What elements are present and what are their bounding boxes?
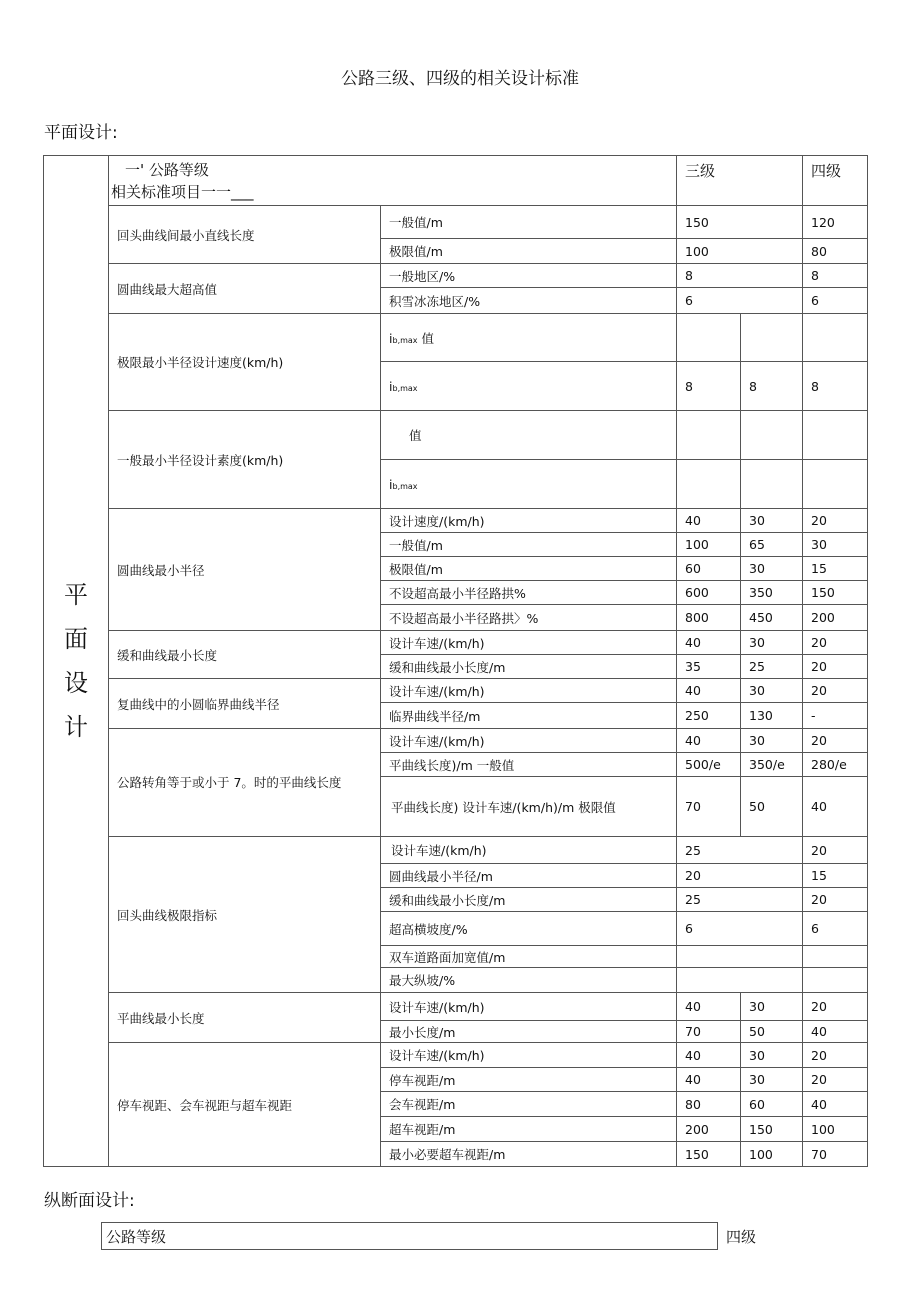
table-row xyxy=(44,1043,868,1068)
value-cell: 6 xyxy=(677,912,803,946)
value-cell: 130 xyxy=(741,703,803,729)
item-name: 极限值/m xyxy=(381,557,677,581)
value-cell: 100 xyxy=(677,533,741,557)
value-cell: 70 xyxy=(677,777,741,837)
value-cell: 150 xyxy=(677,1142,741,1167)
item-name: ib,max xyxy=(381,460,677,509)
value-cell xyxy=(741,411,803,460)
section-heading-plan: 平面设计: xyxy=(44,123,118,143)
value-cell xyxy=(803,460,868,509)
value-cell: 600 xyxy=(677,581,741,605)
table-row xyxy=(102,1223,718,1250)
table-row xyxy=(44,206,868,239)
row-label: 公路转角等于或小于 7。时的平曲线长度 xyxy=(109,729,381,837)
item-name: 积雪冰冻地区/% xyxy=(381,288,677,314)
header-line-2: 相关标准项目一一___ xyxy=(111,182,254,201)
value-cell: 30 xyxy=(741,509,803,533)
item-name: 极限值/m xyxy=(381,239,677,264)
item-name: 设计车速/(km/h) xyxy=(381,1043,677,1068)
value-cell: 20 xyxy=(803,837,868,864)
header-line-1: 一' 公路等级 xyxy=(125,160,209,179)
item-name: 最小长度/m xyxy=(381,1021,677,1043)
table-row xyxy=(44,679,868,703)
item-name: 停车视距/m xyxy=(381,1068,677,1092)
item-name: 缓和曲线最小长度/m xyxy=(381,655,677,679)
row-label: 圆曲线最小半径 xyxy=(109,509,381,631)
value-cell: 30 xyxy=(741,1043,803,1068)
value-cell: 15 xyxy=(803,557,868,581)
value-cell: 40 xyxy=(803,777,868,837)
value-cell: 80 xyxy=(677,1092,741,1117)
value-cell: 8 xyxy=(677,362,741,411)
item-name: 双车道路面加宽值/m xyxy=(381,946,677,968)
table-row xyxy=(44,837,868,864)
value-cell: 200 xyxy=(677,1117,741,1142)
value-cell: 60 xyxy=(677,557,741,581)
value-cell: 40 xyxy=(677,1043,741,1068)
row-label: 平曲线最小长度 xyxy=(109,993,381,1043)
item-name: 缓和曲线最小长度/m xyxy=(381,888,677,912)
value-cell: 6 xyxy=(803,912,868,946)
table-row xyxy=(44,314,868,362)
value-cell: 8 xyxy=(803,362,868,411)
value-cell xyxy=(803,314,868,362)
item-name: 临界曲线半径/m xyxy=(381,703,677,729)
value-cell: 8 xyxy=(803,264,868,288)
grade-3-header: 三级 xyxy=(677,156,803,206)
value-cell: 250 xyxy=(677,703,741,729)
value-cell xyxy=(677,946,803,968)
value-cell xyxy=(677,411,741,460)
value-cell: 8 xyxy=(741,362,803,411)
value-cell: 6 xyxy=(803,288,868,314)
value-cell: 50 xyxy=(741,777,803,837)
page-title: 公路三级、四级的相关设计标准 xyxy=(341,69,579,89)
value-cell xyxy=(677,314,741,362)
table-row xyxy=(44,411,868,460)
item-name: 设计车速/(km/h) xyxy=(381,679,677,703)
item-name: 不设超高最小半径路拱% xyxy=(381,581,677,605)
table-header-row xyxy=(44,156,868,206)
value-cell: 65 xyxy=(741,533,803,557)
item-name: ib,max xyxy=(381,362,677,411)
value-cell: 70 xyxy=(803,1142,868,1167)
value-cell: 30 xyxy=(741,557,803,581)
item-name: 平曲线长度) 设计车速/(km/h)/m 极限值 xyxy=(381,777,677,837)
value-cell: 20 xyxy=(803,993,868,1021)
row-label: 回头曲线间最小直线长度 xyxy=(109,206,381,264)
value-cell: 100 xyxy=(741,1142,803,1167)
value-cell: 500/e xyxy=(677,753,741,777)
value-cell: 40 xyxy=(803,1092,868,1117)
value-cell: 20 xyxy=(803,509,868,533)
item-name: 设计车速/(km/h) xyxy=(381,729,677,753)
item-name: 圆曲线最小半径/m xyxy=(381,864,677,888)
item-name: 不设超高最小半径路拱〉% xyxy=(381,605,677,631)
value-cell: - xyxy=(803,703,868,729)
profile-grade-4-header: 四级 xyxy=(726,1228,757,1246)
value-cell: 150 xyxy=(677,206,803,239)
item-name: 平曲线长度)/m 一般值 xyxy=(381,753,677,777)
value-cell: 50 xyxy=(741,1021,803,1043)
value-cell: 20 xyxy=(803,679,868,703)
table-row xyxy=(44,264,868,288)
value-cell: 25 xyxy=(741,655,803,679)
value-cell xyxy=(677,968,803,993)
row-label: 复曲线中的小圆临界曲线半径 xyxy=(109,679,381,729)
value-cell: 40 xyxy=(677,679,741,703)
value-cell: 20 xyxy=(677,864,803,888)
value-cell xyxy=(803,411,868,460)
value-cell: 30 xyxy=(741,679,803,703)
value-cell: 20 xyxy=(803,631,868,655)
section-heading-profile: 纵断面设计: xyxy=(44,1191,135,1211)
value-cell: 20 xyxy=(803,729,868,753)
row-label: 停车视距、会车视距与超车视距 xyxy=(109,1043,381,1167)
value-cell xyxy=(803,968,868,993)
value-cell: 150 xyxy=(741,1117,803,1142)
value-cell: 40 xyxy=(677,729,741,753)
table-row xyxy=(44,993,868,1021)
value-cell: 800 xyxy=(677,605,741,631)
grade-4-header: 四级 xyxy=(803,156,868,206)
value-cell: 70 xyxy=(677,1021,741,1043)
item-name: 一般值/m xyxy=(381,533,677,557)
value-cell: 40 xyxy=(677,631,741,655)
value-cell: 60 xyxy=(741,1092,803,1117)
value-cell: 25 xyxy=(677,837,803,864)
item-name: 设计车速/(km/h) xyxy=(381,837,677,864)
value-cell: 100 xyxy=(677,239,803,264)
value-cell: 40 xyxy=(803,1021,868,1043)
value-cell: 350 xyxy=(741,581,803,605)
row-label: 缓和曲线最小长度 xyxy=(109,631,381,679)
table-row xyxy=(44,631,868,655)
item-name: ib,max 值 xyxy=(381,314,677,362)
value-cell: 30 xyxy=(803,533,868,557)
header-cell xyxy=(109,156,677,206)
value-cell: 15 xyxy=(803,864,868,888)
row-label: 极限最小半径设计速度(km/h) xyxy=(109,314,381,411)
value-cell: 35 xyxy=(677,655,741,679)
item-name: 最大纵坡/% xyxy=(381,968,677,993)
value-cell: 150 xyxy=(803,581,868,605)
row-label: 一般最小半径设计素度(km/h) xyxy=(109,411,381,509)
item-name: 超高横坡度/% xyxy=(381,912,677,946)
value-cell: 350/e xyxy=(741,753,803,777)
value-cell: 8 xyxy=(677,264,803,288)
item-name: 设计车速/(km/h) xyxy=(381,993,677,1021)
item-name: 一般地区/% xyxy=(381,264,677,288)
item-name: 设计速度/(km/h) xyxy=(381,509,677,533)
value-cell: 25 xyxy=(677,888,803,912)
value-cell: 450 xyxy=(741,605,803,631)
table-row xyxy=(44,509,868,533)
row-label: 圆曲线最大超高值 xyxy=(109,264,381,314)
row-label: 回头曲线极限指标 xyxy=(109,837,381,993)
grade-label-cell: 公路等级 xyxy=(102,1223,718,1250)
value-cell: 40 xyxy=(677,1068,741,1092)
side-label: 平 面 设 计 xyxy=(44,156,109,1167)
item-name: 超车视距/m xyxy=(381,1117,677,1142)
value-cell: 100 xyxy=(803,1117,868,1142)
value-cell: 80 xyxy=(803,239,868,264)
value-cell: 200 xyxy=(803,605,868,631)
value-cell: 20 xyxy=(803,888,868,912)
item-name: 值 xyxy=(381,411,677,460)
value-cell: 20 xyxy=(803,1068,868,1092)
value-cell: 120 xyxy=(803,206,868,239)
value-cell: 6 xyxy=(677,288,803,314)
value-cell: 30 xyxy=(741,631,803,655)
table-row xyxy=(44,729,868,753)
value-cell: 30 xyxy=(741,729,803,753)
profile-design-table xyxy=(101,1222,718,1250)
plan-design-table xyxy=(43,155,868,1167)
value-cell xyxy=(741,314,803,362)
value-cell xyxy=(677,460,741,509)
value-cell: 280/e xyxy=(803,753,868,777)
item-name: 设计车速/(km/h) xyxy=(381,631,677,655)
item-name: 最小必要超车视距/m xyxy=(381,1142,677,1167)
value-cell: 40 xyxy=(677,993,741,1021)
value-cell: 20 xyxy=(803,655,868,679)
value-cell xyxy=(741,460,803,509)
value-cell: 40 xyxy=(677,509,741,533)
item-name: 一般值/m xyxy=(381,206,677,239)
value-cell: 30 xyxy=(741,993,803,1021)
value-cell: 30 xyxy=(741,1068,803,1092)
value-cell: 20 xyxy=(803,1043,868,1068)
value-cell xyxy=(803,946,868,968)
item-name: 会车视距/m xyxy=(381,1092,677,1117)
